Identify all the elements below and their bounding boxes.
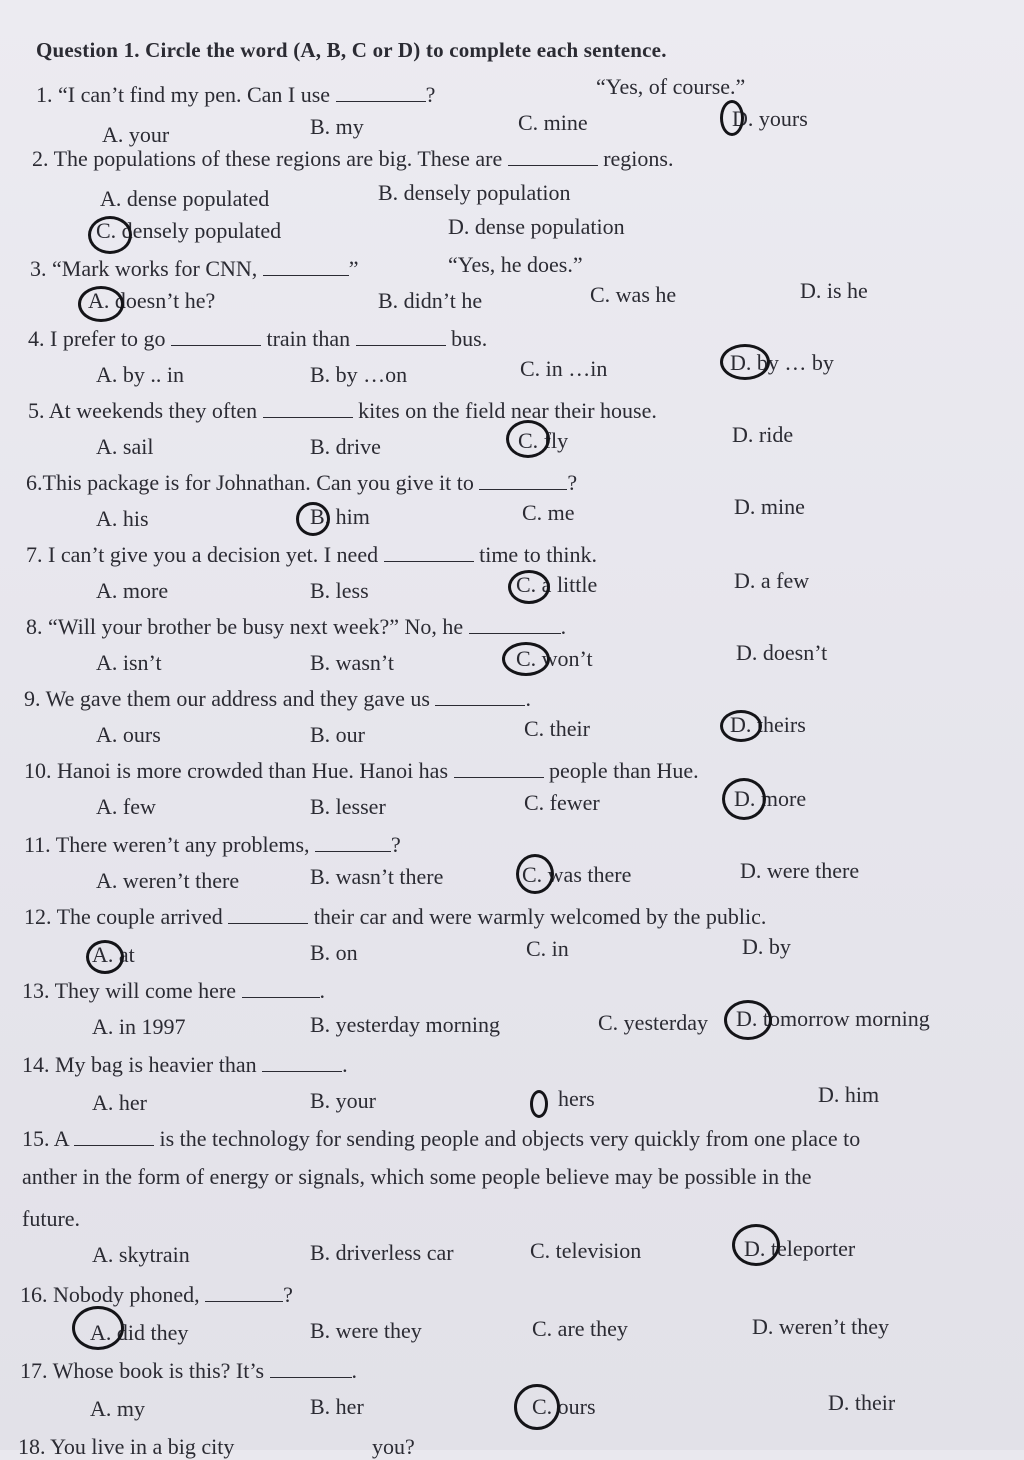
answer-blank — [454, 759, 544, 778]
answer-blank — [336, 83, 426, 102]
option-b[interactable]: B. him — [310, 504, 370, 529]
question-text: 10. Hanoi is more crowded than Hue. Hanoi has — [24, 758, 454, 783]
option-a[interactable]: A. more — [96, 578, 169, 603]
question-10 — [24, 758, 699, 784]
answer-blank — [171, 327, 261, 346]
option-c[interactable]: C. a little — [516, 572, 598, 597]
answer-blank — [205, 1283, 283, 1302]
option-a[interactable]: A. doesn’t he? — [88, 288, 216, 313]
question-text: 1. “I can’t find my pen. Can I use — [36, 82, 336, 107]
question-14 — [22, 1052, 348, 1078]
option-c[interactable]: C. mine — [518, 110, 588, 135]
question-text: 14. My bag is heavier than — [22, 1052, 263, 1077]
answer-blank — [270, 1359, 352, 1378]
option-c[interactable]: C. television — [530, 1238, 642, 1263]
option-d[interactable]: D. tomorrow morning — [736, 1006, 930, 1031]
option-a[interactable]: A. my — [90, 1396, 145, 1421]
option-b[interactable]: B. our — [310, 722, 365, 747]
question-3-reply: “Yes, he does.” — [448, 252, 583, 277]
option-b[interactable]: B. densely population — [378, 180, 571, 205]
question-7 — [26, 542, 597, 568]
option-c[interactable]: C. was he — [590, 282, 677, 307]
option-a[interactable]: A. ours — [96, 722, 161, 747]
question-text: . — [560, 614, 567, 639]
option-b[interactable]: B. drive — [310, 434, 381, 459]
option-d[interactable]: D. more — [734, 786, 807, 811]
option-a[interactable]: A. dense populated — [100, 186, 270, 211]
question-8 — [26, 614, 566, 640]
option-a[interactable]: A. weren’t there — [96, 868, 240, 893]
question-18-partial-tail: you? — [372, 1434, 415, 1459]
question-15 — [22, 1126, 860, 1152]
question-text: 9. We gave them our address and they gave us — [24, 686, 436, 711]
answer-blank — [479, 471, 567, 490]
question-9 — [24, 686, 531, 712]
answer-blank — [384, 543, 474, 562]
question-2 — [32, 146, 673, 172]
option-b[interactable]: B. wasn’t there — [310, 864, 444, 889]
question-text: kites on the field near their house. — [352, 398, 657, 423]
question-text: 2. The populations of these regions are big. These are — [32, 146, 508, 171]
option-a[interactable]: A. isn’t — [96, 650, 162, 675]
option-c[interactable]: C. their — [524, 716, 590, 741]
question-text: 12. The couple arrived — [24, 904, 229, 929]
option-b[interactable]: B. by …on — [310, 362, 408, 387]
question-text: ? — [567, 470, 578, 495]
question-text: their car and were warmly welcomed by the public. — [308, 904, 767, 929]
question-text: 7. I can’t give you a decision yet. I need — [26, 542, 384, 567]
question-text: 17. Whose book is this? It’s — [20, 1358, 270, 1383]
question-18-partial: 18. You live in a big city — [18, 1434, 235, 1459]
question-5 — [28, 398, 657, 424]
question-text: regions. — [597, 146, 674, 171]
option-b[interactable]: B. my — [310, 114, 364, 139]
option-a[interactable]: A. in 1997 — [92, 1014, 186, 1039]
option-c[interactable]: C. won’t — [516, 646, 593, 671]
section-title: Question 1. Circle the word (A, B, C or D) to complete each sentence. — [36, 38, 667, 62]
answer-blank — [356, 327, 446, 346]
option-c[interactable]: C. fly — [518, 428, 569, 453]
question-13 — [22, 978, 325, 1004]
option-a[interactable]: A. sail — [96, 434, 154, 459]
answer-blank — [263, 399, 353, 418]
answer-blank — [315, 833, 391, 852]
option-b[interactable]: B. less — [310, 578, 369, 603]
option-c[interactable]: C. was there — [522, 862, 632, 887]
answer-blank — [263, 257, 349, 276]
question-16 — [20, 1282, 293, 1308]
answer-blank — [435, 687, 525, 706]
question-text: 16. Nobody phoned, — [20, 1282, 206, 1307]
option-c[interactable]: hers — [558, 1086, 595, 1111]
question-text: time to think. — [473, 542, 598, 567]
question-15-line-3: future. — [22, 1206, 81, 1231]
answer-blank — [242, 979, 320, 998]
option-c[interactable]: C. ours — [532, 1394, 596, 1419]
question-text: 11. There weren’t any problems, — [24, 832, 316, 857]
question-15-line-2: anther in the form of energy or signals, which some people believe may be possible in the — [22, 1164, 812, 1189]
option-d[interactable]: D. doesn’t — [736, 640, 828, 665]
option-b[interactable]: B. didn’t he — [378, 288, 483, 313]
question-text: 13. They will come here — [22, 978, 242, 1003]
question-text: 4. I prefer to go — [28, 326, 171, 351]
question-text: bus. — [445, 326, 488, 351]
question-1 — [36, 82, 435, 108]
option-d[interactable]: D. weren’t they — [752, 1314, 890, 1339]
question-4 — [28, 326, 487, 352]
option-d[interactable]: D. theirs — [730, 712, 806, 737]
question-12 — [24, 904, 766, 930]
answer-blank — [228, 905, 308, 924]
option-b[interactable]: B. driverless car — [310, 1240, 454, 1265]
question-text: . — [342, 1052, 348, 1077]
option-b[interactable]: B. on — [310, 940, 358, 965]
option-b[interactable]: B. yesterday morning — [310, 1012, 501, 1037]
question-text: 5. At weekends they often — [28, 398, 263, 423]
question-text: . — [351, 1358, 358, 1383]
option-c[interactable]: C. are they — [532, 1316, 628, 1341]
option-a[interactable]: A. at — [92, 942, 135, 967]
question-text: . — [525, 686, 531, 711]
option-d[interactable]: D. by — [742, 934, 791, 959]
answer-circle-q14 — [530, 1090, 548, 1118]
question-text: is the technology for sending people and objects very quickly from one place to — [153, 1126, 861, 1151]
option-a[interactable]: A. few — [96, 794, 156, 819]
option-b[interactable]: B. wasn’t — [310, 650, 394, 675]
question-11 — [24, 832, 401, 858]
question-text: 8. “Will your brother be busy next week?” No, he — [26, 614, 469, 639]
question-text: 6.This package is for Johnathan. Can you give it to — [26, 470, 480, 495]
question-text: ? — [283, 1282, 293, 1307]
option-d[interactable]: D. is he — [800, 278, 868, 303]
option-a[interactable]: A. his — [96, 506, 149, 531]
option-d[interactable]: D. mine — [734, 494, 805, 519]
option-b[interactable]: B. were they — [310, 1318, 422, 1343]
option-a[interactable]: A. by .. in — [96, 362, 184, 387]
option-c[interactable]: C. in …in — [520, 356, 608, 381]
option-d[interactable]: D. were there — [740, 858, 860, 883]
option-c[interactable]: C. fewer — [524, 790, 600, 815]
question-6 — [26, 470, 577, 496]
option-b[interactable]: B. her — [310, 1394, 364, 1419]
answer-blank — [508, 147, 598, 166]
option-c[interactable]: C. yesterday — [598, 1010, 708, 1035]
option-a[interactable]: A. your — [102, 122, 170, 147]
option-d[interactable]: D. dense population — [448, 214, 625, 239]
option-d[interactable]: D. him — [818, 1082, 880, 1107]
option-c[interactable]: C. in — [526, 936, 569, 961]
question-text: . — [319, 978, 326, 1003]
option-c[interactable]: C. densely populated — [96, 218, 282, 243]
question-text: train than — [260, 326, 356, 351]
question-text: people than Hue. — [543, 758, 699, 783]
question-text: ? — [391, 832, 401, 857]
question-text: ? — [425, 82, 436, 107]
option-d[interactable]: D. teleporter — [744, 1236, 856, 1261]
option-a[interactable]: A. her — [92, 1090, 147, 1115]
question-text: 3. “Mark works for CNN, — [30, 256, 263, 281]
question-17 — [20, 1358, 357, 1384]
question-text: ” — [348, 256, 359, 281]
option-b[interactable]: B. your — [310, 1088, 376, 1113]
question-text: 15. A — [22, 1126, 74, 1151]
option-c[interactable]: C. me — [522, 500, 575, 525]
option-a[interactable]: A. did they — [90, 1320, 189, 1345]
question-1-reply: “Yes, of course.” — [596, 74, 746, 99]
option-d[interactable]: D. ride — [732, 422, 794, 447]
question-3 — [30, 256, 359, 282]
answer-blank — [469, 615, 561, 634]
option-d[interactable]: D. by … by — [730, 350, 834, 375]
option-a[interactable]: A. skytrain — [92, 1242, 190, 1267]
option-d[interactable]: D. a few — [734, 568, 810, 593]
option-d[interactable]: D. their — [828, 1390, 896, 1415]
answer-blank — [262, 1053, 342, 1072]
option-d[interactable]: D. yours — [732, 106, 808, 131]
option-b[interactable]: B. lesser — [310, 794, 386, 819]
answer-blank — [74, 1127, 154, 1146]
